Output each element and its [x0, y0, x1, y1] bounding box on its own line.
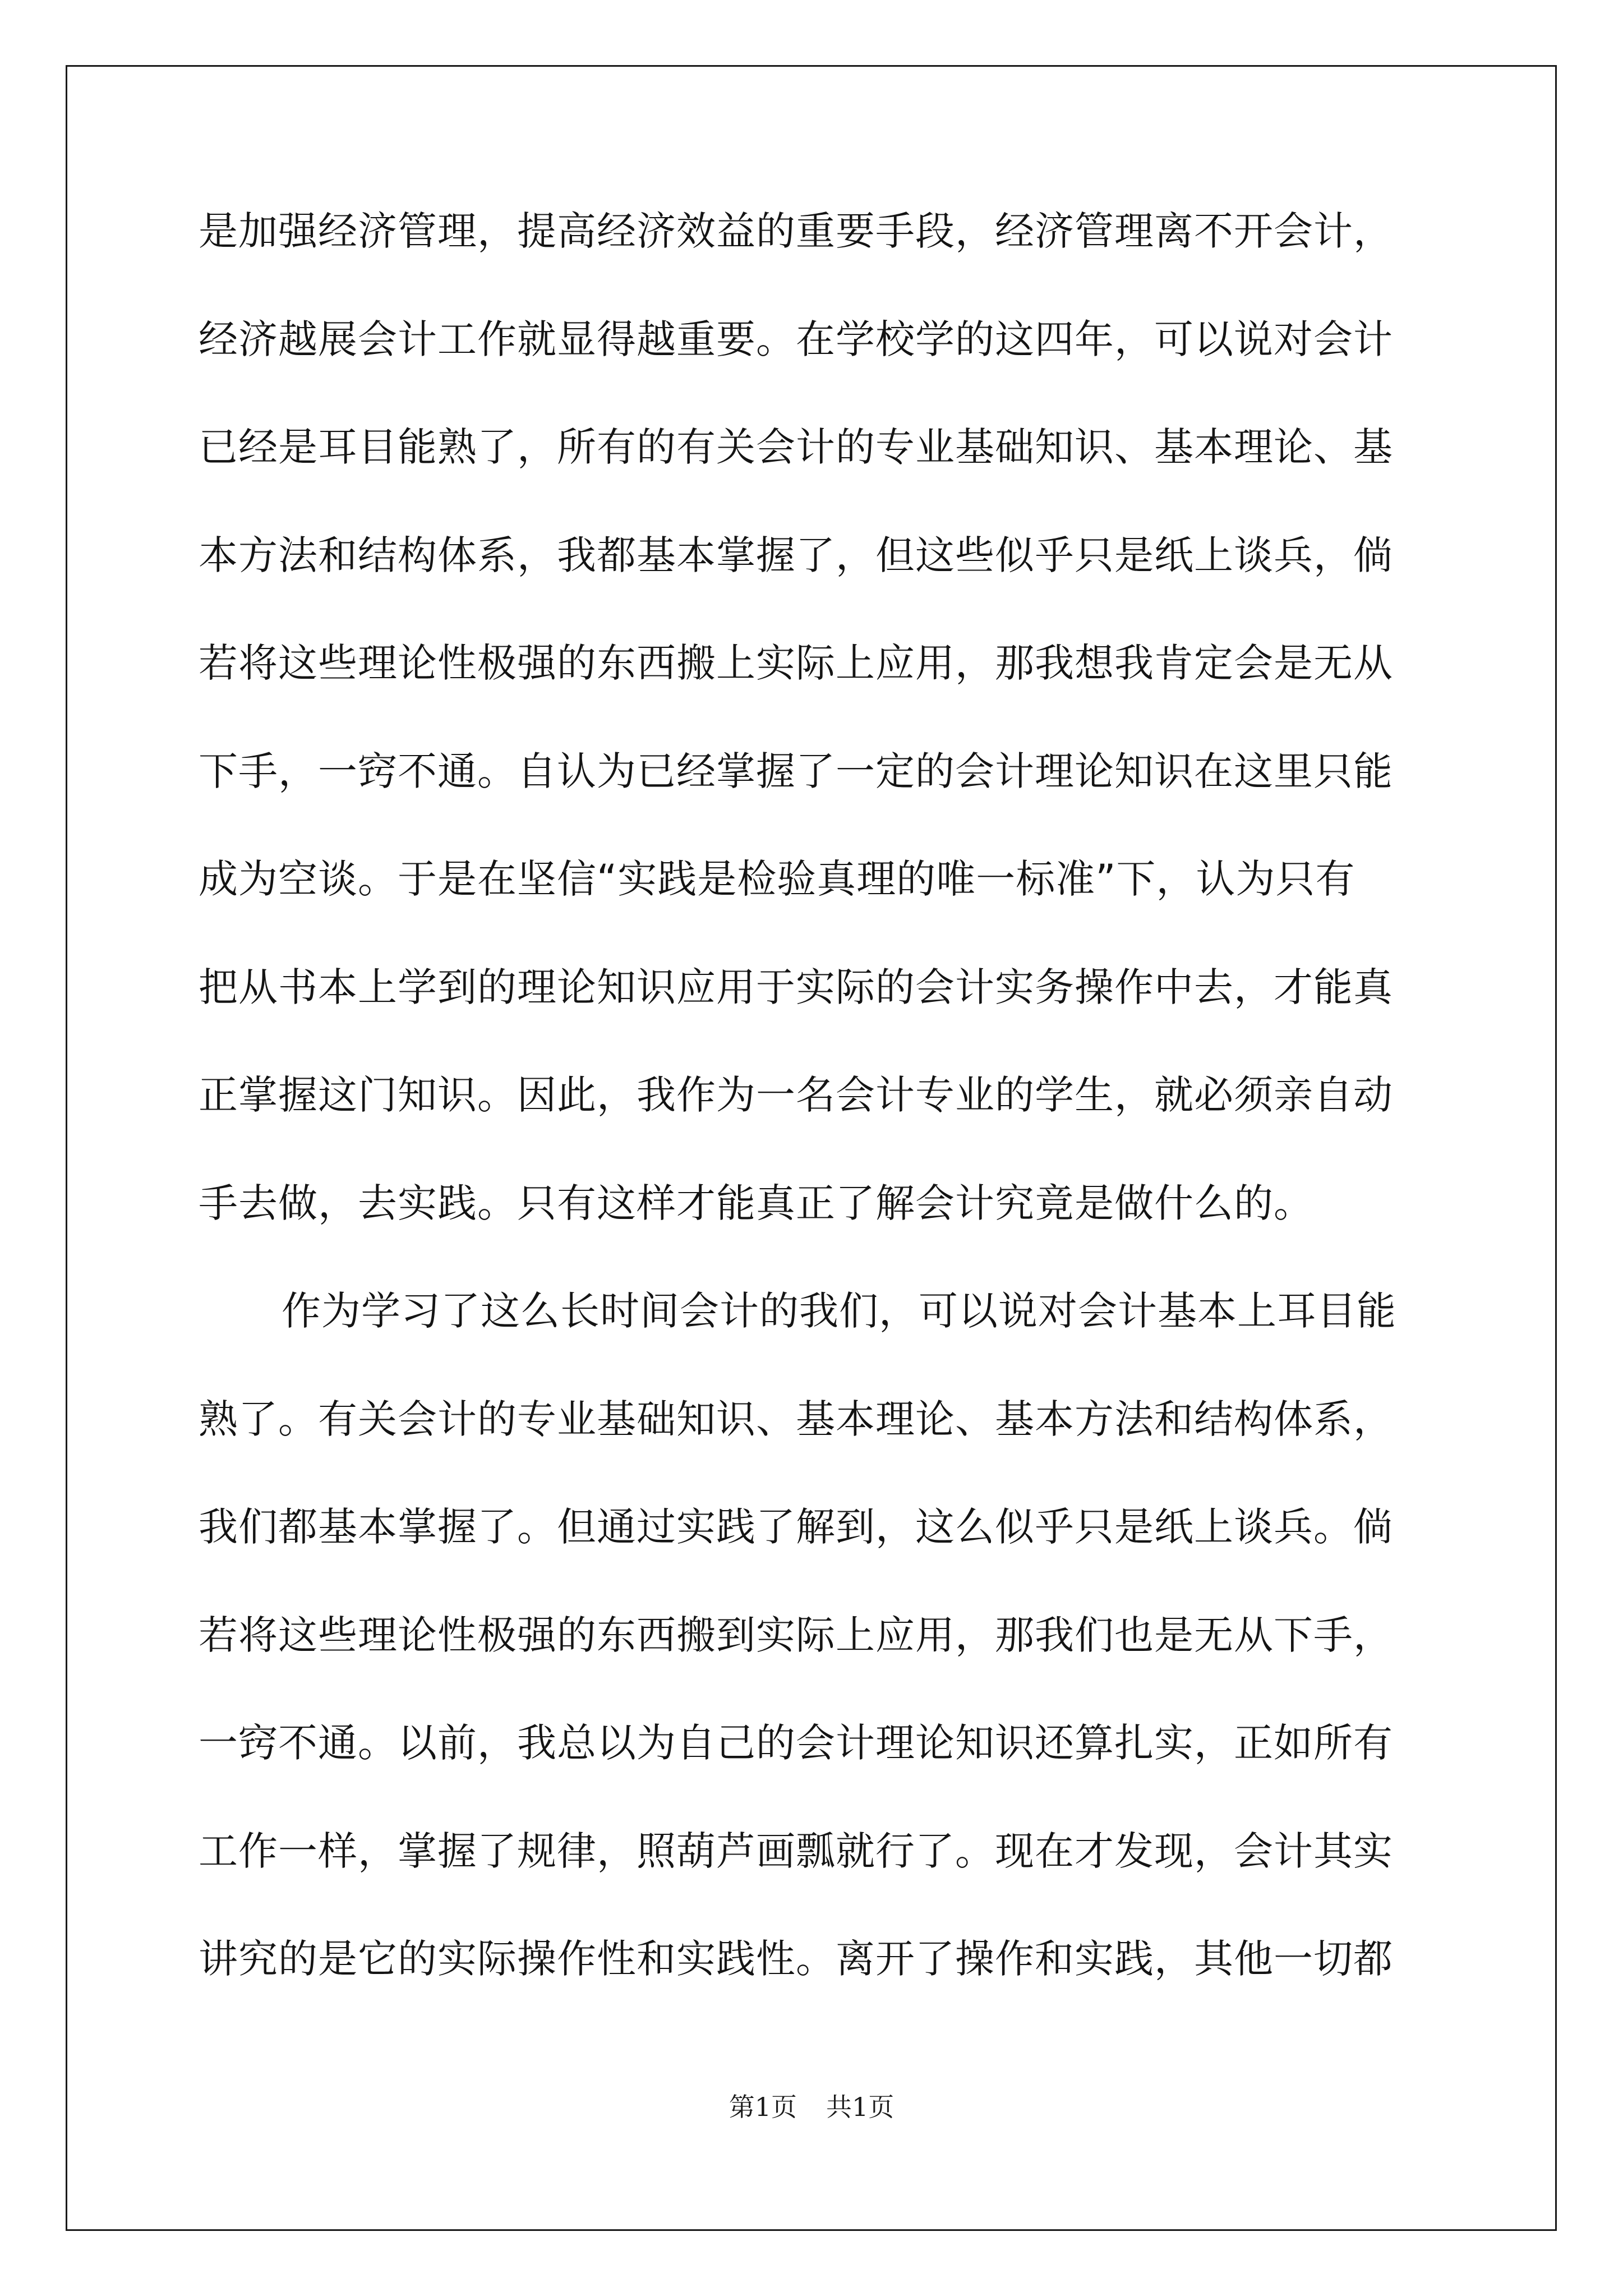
text-line: 一窍不通。以前，我总以为自己的会计理论知识还算扎实，正如所有 — [199, 1720, 1393, 1766]
text-line: 熟了。有关会计的专业基础知识、基本理论、基本方法和结构体系， — [199, 1396, 1393, 1442]
page-footer — [0, 2087, 1623, 2124]
paragraph-1 — [199, 208, 1432, 1291]
text-line: 下手，一窍不通。自认为已经掌握了一定的会计理论知识在这里只能 — [199, 748, 1393, 794]
text-line: 把从书本上学到的理论知识应用于实际的会计实务操作中去，才能真 — [199, 964, 1393, 1010]
text-line: 已经是耳目能熟了，所有的有关会计的专业基础知识、基本理论、基 — [199, 424, 1393, 470]
text-line: 讲究的是它的实际操作性和实践性。离开了操作和实践，其他一切都 — [199, 1936, 1393, 1982]
text-line: 是加强经济管理，提高经济效益的重要手段，经济管理离不开会计， — [199, 208, 1393, 254]
text-line: 若将这些理论性极强的东西搬到实际上应用，那我们也是无从下手， — [199, 1612, 1393, 1658]
page-number-total: 共1页 — [826, 2092, 895, 2122]
page-number-current: 第1页 — [728, 2092, 797, 2122]
text-line: 若将这些理论性极强的东西搬上实际上应用，那我想我肯定会是无从 — [199, 640, 1393, 686]
text-line-first-indented: 作为学习了这么长时间会计的我们，可以说对会计基本上耳目能 — [282, 1288, 1396, 1334]
text-line: 成为空谈。于是在坚信“实践是检验真理的唯一标准”下，认为只有 — [199, 856, 1355, 902]
text-line: 正掌握这门知识。因此，我作为一名会计专业的学生，就必须亲自动 — [199, 1072, 1393, 1118]
text-line: 经济越展会计工作就显得越重要。在学校学的这四年，可以说对会计 — [199, 316, 1393, 362]
text-line: 我们都基本掌握了。但通过实践了解到，这么似乎只是纸上谈兵。倘 — [199, 1504, 1393, 1550]
text-line: 工作一样，掌握了规律，照葫芦画瓢就行了。现在才发现，会计其实 — [199, 1828, 1393, 1874]
text-line: 本方法和结构体系，我都基本掌握了，但这些似乎只是纸上谈兵，倘 — [199, 532, 1393, 578]
document-body — [199, 208, 1432, 2047]
text-line: 手去做，去实践。只有这样才能真正了解会计究竟是做什么的。 — [199, 1180, 1313, 1226]
paragraph-2 — [199, 1288, 1432, 2047]
